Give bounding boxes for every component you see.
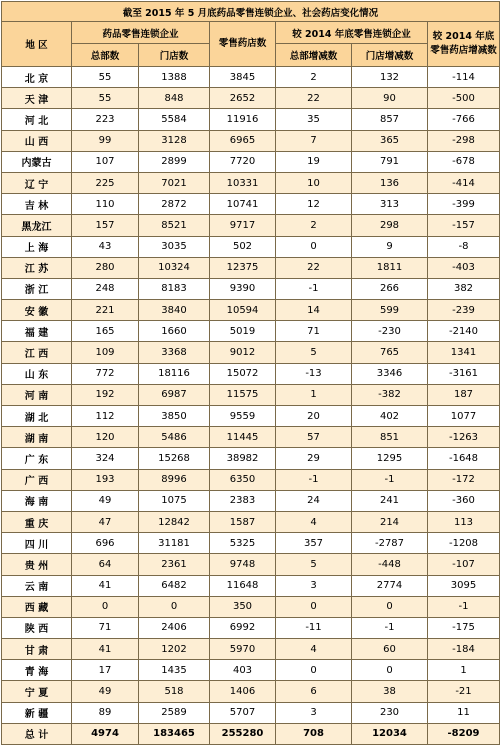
cell-pharmacy-change: 11 xyxy=(428,702,500,723)
cell-hq: 157 xyxy=(72,215,139,236)
cell-stores: 2589 xyxy=(139,702,210,723)
cell-stores: 3128 xyxy=(139,130,210,151)
cell-region: 吉 林 xyxy=(2,194,72,215)
cell-pharmacies: 15072 xyxy=(210,363,276,384)
cell-hq-change: 29 xyxy=(276,448,352,469)
cell-pharmacy-change: -399 xyxy=(428,194,500,215)
cell-region: 湖 南 xyxy=(2,427,72,448)
cell-store-change: 857 xyxy=(352,109,428,130)
cell-pharmacy-change: 3095 xyxy=(428,575,500,596)
table-row xyxy=(2,384,500,405)
cell-store-change: 0 xyxy=(352,596,428,617)
cell-hq: 225 xyxy=(72,172,139,193)
cell-pharmacy-change: 113 xyxy=(428,511,500,532)
cell-stores: 518 xyxy=(139,681,210,702)
cell-pharmacy-change: 1341 xyxy=(428,342,500,363)
cell-hq: 280 xyxy=(72,257,139,278)
cell-stores: 183465 xyxy=(139,723,210,744)
cell-hq: 64 xyxy=(72,554,139,575)
cell-pharmacies: 11575 xyxy=(210,384,276,405)
cell-pharmacy-change: 1 xyxy=(428,660,500,681)
cell-stores: 10324 xyxy=(139,257,210,278)
table-row xyxy=(2,172,500,193)
cell-stores: 1435 xyxy=(139,660,210,681)
cell-stores: 2361 xyxy=(139,554,210,575)
cell-pharmacies: 11648 xyxy=(210,575,276,596)
cell-hq: 192 xyxy=(72,384,139,405)
cell-store-change: 599 xyxy=(352,300,428,321)
cell-store-change: -1 xyxy=(352,469,428,490)
cell-pharmacy-change: -766 xyxy=(428,109,500,130)
cell-pharmacies: 11445 xyxy=(210,427,276,448)
cell-pharmacy-change: -2140 xyxy=(428,321,500,342)
cell-hq-change: 4 xyxy=(276,639,352,660)
table-row xyxy=(2,469,500,490)
table-row xyxy=(2,363,500,384)
cell-hq: 221 xyxy=(72,300,139,321)
cell-pharmacies: 6965 xyxy=(210,130,276,151)
cell-pharmacies: 9012 xyxy=(210,342,276,363)
cell-hq: 71 xyxy=(72,617,139,638)
cell-stores: 1388 xyxy=(139,67,210,88)
cell-region: 四 川 xyxy=(2,533,72,554)
cell-region: 山 西 xyxy=(2,130,72,151)
cell-pharmacy-change: 382 xyxy=(428,278,500,299)
table-row xyxy=(2,660,500,681)
cell-hq: 112 xyxy=(72,406,139,427)
table-row xyxy=(2,617,500,638)
cell-pharmacy-change: -1 xyxy=(428,596,500,617)
cell-hq-change: 2 xyxy=(276,215,352,236)
cell-region: 河 北 xyxy=(2,109,72,130)
table-row xyxy=(2,67,500,88)
cell-stores: 5486 xyxy=(139,427,210,448)
cell-store-change: 132 xyxy=(352,67,428,88)
header-region: 地 区 xyxy=(2,22,72,67)
cell-stores: 12842 xyxy=(139,511,210,532)
table-row xyxy=(2,194,500,215)
cell-pharmacy-change: -184 xyxy=(428,639,500,660)
cell-hq: 47 xyxy=(72,511,139,532)
cell-hq: 49 xyxy=(72,490,139,511)
table-title: 截至 2015 年 5 月底药品零售连锁企业、社会药店变化情况 xyxy=(2,2,500,22)
cell-pharmacies: 9748 xyxy=(210,554,276,575)
cell-pharmacy-change: -8 xyxy=(428,236,500,257)
cell-region: 北 京 xyxy=(2,67,72,88)
cell-region: 陕 西 xyxy=(2,617,72,638)
cell-hq-change: 3 xyxy=(276,575,352,596)
header-store-change: 门店增减数 xyxy=(352,44,428,67)
table-row xyxy=(2,702,500,723)
cell-store-change: 60 xyxy=(352,639,428,660)
cell-stores: 3035 xyxy=(139,236,210,257)
cell-pharmacies: 5707 xyxy=(210,702,276,723)
cell-region: 浙 江 xyxy=(2,278,72,299)
cell-hq-change: 5 xyxy=(276,554,352,575)
cell-pharmacies: 403 xyxy=(210,660,276,681)
cell-store-change: 791 xyxy=(352,151,428,172)
cell-pharmacies: 5019 xyxy=(210,321,276,342)
cell-region: 云 南 xyxy=(2,575,72,596)
cell-pharmacies: 1406 xyxy=(210,681,276,702)
cell-region: 甘 肃 xyxy=(2,639,72,660)
cell-store-change: 313 xyxy=(352,194,428,215)
cell-region: 重 庆 xyxy=(2,511,72,532)
cell-hq: 99 xyxy=(72,130,139,151)
cell-region: 天 津 xyxy=(2,88,72,109)
cell-pharmacies: 10331 xyxy=(210,172,276,193)
cell-store-change: -230 xyxy=(352,321,428,342)
cell-store-change: 9 xyxy=(352,236,428,257)
cell-store-change: 266 xyxy=(352,278,428,299)
cell-pharmacy-change: -1263 xyxy=(428,427,500,448)
cell-pharmacy-change: -107 xyxy=(428,554,500,575)
cell-pharmacies: 6350 xyxy=(210,469,276,490)
table-row xyxy=(2,109,500,130)
cell-store-change: 230 xyxy=(352,702,428,723)
cell-pharmacies: 1587 xyxy=(210,511,276,532)
cell-region: 江 苏 xyxy=(2,257,72,278)
cell-pharmacies: 38982 xyxy=(210,448,276,469)
table-row xyxy=(2,511,500,532)
cell-stores: 848 xyxy=(139,88,210,109)
cell-pharmacy-change: -21 xyxy=(428,681,500,702)
cell-hq: 223 xyxy=(72,109,139,130)
cell-store-change: 765 xyxy=(352,342,428,363)
total-row xyxy=(2,723,500,744)
cell-hq-change: 7 xyxy=(276,130,352,151)
cell-stores: 7021 xyxy=(139,172,210,193)
cell-region: 内蒙古 xyxy=(2,151,72,172)
cell-hq-change: 20 xyxy=(276,406,352,427)
table-row xyxy=(2,575,500,596)
table-row xyxy=(2,490,500,511)
table-row xyxy=(2,321,500,342)
cell-pharmacy-change: 1077 xyxy=(428,406,500,427)
cell-hq: 772 xyxy=(72,363,139,384)
cell-store-change: 38 xyxy=(352,681,428,702)
table-row xyxy=(2,215,500,236)
table-row xyxy=(2,406,500,427)
cell-region: 青 海 xyxy=(2,660,72,681)
cell-hq-change: 35 xyxy=(276,109,352,130)
cell-pharmacies: 10741 xyxy=(210,194,276,215)
cell-hq-change: 71 xyxy=(276,321,352,342)
cell-pharmacies: 6992 xyxy=(210,617,276,638)
table-row xyxy=(2,554,500,575)
cell-stores: 1202 xyxy=(139,639,210,660)
table-row xyxy=(2,300,500,321)
cell-pharmacies: 350 xyxy=(210,596,276,617)
cell-pharmacy-change: -157 xyxy=(428,215,500,236)
cell-hq-change: 10 xyxy=(276,172,352,193)
header-pharmacy-change: 较 2014 年底零售药店增减数 xyxy=(428,22,500,67)
cell-pharmacies: 5970 xyxy=(210,639,276,660)
cell-stores: 2899 xyxy=(139,151,210,172)
cell-hq: 55 xyxy=(72,88,139,109)
cell-hq-change: -1 xyxy=(276,469,352,490)
cell-hq-change: 14 xyxy=(276,300,352,321)
cell-stores: 6482 xyxy=(139,575,210,596)
cell-stores: 8996 xyxy=(139,469,210,490)
cell-hq: 107 xyxy=(72,151,139,172)
table-row xyxy=(2,236,500,257)
cell-pharmacy-change: -298 xyxy=(428,130,500,151)
cell-pharmacy-change: -3161 xyxy=(428,363,500,384)
cell-hq-change: -13 xyxy=(276,363,352,384)
cell-pharmacies: 12375 xyxy=(210,257,276,278)
cell-store-change: 90 xyxy=(352,88,428,109)
cell-store-change: -382 xyxy=(352,384,428,405)
table-row xyxy=(2,533,500,554)
cell-pharmacy-change: -403 xyxy=(428,257,500,278)
cell-stores: 5584 xyxy=(139,109,210,130)
cell-store-change: 365 xyxy=(352,130,428,151)
cell-region: 湖 北 xyxy=(2,406,72,427)
cell-stores: 18116 xyxy=(139,363,210,384)
cell-region: 山 东 xyxy=(2,363,72,384)
cell-region: 新 疆 xyxy=(2,702,72,723)
cell-store-change: 136 xyxy=(352,172,428,193)
cell-pharmacies: 7720 xyxy=(210,151,276,172)
header-pharmacies: 零售药店数 xyxy=(210,22,276,67)
table-container xyxy=(1,1,500,745)
cell-pharmacy-change: -360 xyxy=(428,490,500,511)
cell-hq-change: 4 xyxy=(276,511,352,532)
cell-stores: 3368 xyxy=(139,342,210,363)
cell-hq: 0 xyxy=(72,596,139,617)
table-row xyxy=(2,639,500,660)
cell-pharmacies: 9559 xyxy=(210,406,276,427)
cell-stores: 1075 xyxy=(139,490,210,511)
cell-pharmacy-change: -114 xyxy=(428,67,500,88)
cell-hq-change: 19 xyxy=(276,151,352,172)
cell-pharmacy-change: -8209 xyxy=(428,723,500,744)
cell-hq-change: 0 xyxy=(276,236,352,257)
cell-region: 广 西 xyxy=(2,469,72,490)
cell-store-change: 214 xyxy=(352,511,428,532)
cell-hq: 248 xyxy=(72,278,139,299)
cell-region: 江 西 xyxy=(2,342,72,363)
cell-pharmacy-change: -175 xyxy=(428,617,500,638)
cell-pharmacy-change: 187 xyxy=(428,384,500,405)
cell-stores: 2406 xyxy=(139,617,210,638)
cell-pharmacy-change: -414 xyxy=(428,172,500,193)
cell-hq: 41 xyxy=(72,639,139,660)
cell-hq-change: 0 xyxy=(276,660,352,681)
cell-store-change: 0 xyxy=(352,660,428,681)
cell-hq: 4974 xyxy=(72,723,139,744)
cell-hq: 17 xyxy=(72,660,139,681)
cell-store-change: 298 xyxy=(352,215,428,236)
cell-pharmacies: 502 xyxy=(210,236,276,257)
cell-store-change: -2787 xyxy=(352,533,428,554)
table-row xyxy=(2,278,500,299)
cell-stores: 15268 xyxy=(139,448,210,469)
cell-hq: 55 xyxy=(72,67,139,88)
cell-store-change: 851 xyxy=(352,427,428,448)
cell-region: 安 徽 xyxy=(2,300,72,321)
cell-pharmacies: 5325 xyxy=(210,533,276,554)
cell-pharmacy-change: -1648 xyxy=(428,448,500,469)
cell-hq: 193 xyxy=(72,469,139,490)
table-row xyxy=(2,427,500,448)
cell-hq-change: 1 xyxy=(276,384,352,405)
cell-hq-change: 5 xyxy=(276,342,352,363)
cell-pharmacy-change: -678 xyxy=(428,151,500,172)
table-row xyxy=(2,151,500,172)
cell-store-change: 1295 xyxy=(352,448,428,469)
pharmacy-stats-table xyxy=(1,1,500,745)
cell-pharmacy-change: -172 xyxy=(428,469,500,490)
cell-pharmacies: 2652 xyxy=(210,88,276,109)
cell-pharmacies: 9390 xyxy=(210,278,276,299)
table-row xyxy=(2,448,500,469)
cell-hq: 110 xyxy=(72,194,139,215)
cell-store-change: 1811 xyxy=(352,257,428,278)
cell-store-change: 12034 xyxy=(352,723,428,744)
cell-hq-change: 2 xyxy=(276,67,352,88)
cell-stores: 3850 xyxy=(139,406,210,427)
cell-region: 贵 州 xyxy=(2,554,72,575)
cell-store-change: 241 xyxy=(352,490,428,511)
cell-pharmacies: 3845 xyxy=(210,67,276,88)
cell-stores: 6987 xyxy=(139,384,210,405)
cell-stores: 8183 xyxy=(139,278,210,299)
cell-hq: 324 xyxy=(72,448,139,469)
cell-region: 总 计 xyxy=(2,723,72,744)
cell-hq-change: 6 xyxy=(276,681,352,702)
cell-region: 河 南 xyxy=(2,384,72,405)
cell-region: 海 南 xyxy=(2,490,72,511)
cell-hq-change: -1 xyxy=(276,278,352,299)
cell-pharmacies: 9717 xyxy=(210,215,276,236)
cell-stores: 1660 xyxy=(139,321,210,342)
cell-region: 黑龙江 xyxy=(2,215,72,236)
cell-pharmacy-change: -239 xyxy=(428,300,500,321)
cell-store-change: -448 xyxy=(352,554,428,575)
cell-region: 广 东 xyxy=(2,448,72,469)
cell-pharmacies: 10594 xyxy=(210,300,276,321)
cell-pharmacies: 2383 xyxy=(210,490,276,511)
cell-hq: 165 xyxy=(72,321,139,342)
table-body xyxy=(2,67,500,745)
table-row xyxy=(2,130,500,151)
cell-region: 宁 夏 xyxy=(2,681,72,702)
header-hq-count: 总部数 xyxy=(72,44,139,67)
cell-hq-change: 12 xyxy=(276,194,352,215)
cell-hq: 43 xyxy=(72,236,139,257)
cell-region: 福 建 xyxy=(2,321,72,342)
table-row xyxy=(2,88,500,109)
cell-stores: 0 xyxy=(139,596,210,617)
cell-store-change: 3346 xyxy=(352,363,428,384)
cell-hq-change: 22 xyxy=(276,257,352,278)
cell-hq-change: 57 xyxy=(276,427,352,448)
cell-region: 上 海 xyxy=(2,236,72,257)
cell-pharmacies: 11916 xyxy=(210,109,276,130)
header-change-group: 较 2014 年底零售连锁企业 xyxy=(276,22,428,44)
cell-stores: 31181 xyxy=(139,533,210,554)
cell-hq-change: 708 xyxy=(276,723,352,744)
table-row xyxy=(2,596,500,617)
cell-hq: 89 xyxy=(72,702,139,723)
cell-hq: 696 xyxy=(72,533,139,554)
cell-hq-change: 22 xyxy=(276,88,352,109)
cell-hq-change: -11 xyxy=(276,617,352,638)
header-hq-change: 总部增减数 xyxy=(276,44,352,67)
header-store-count: 门店数 xyxy=(139,44,210,67)
cell-stores: 2872 xyxy=(139,194,210,215)
cell-store-change: -1 xyxy=(352,617,428,638)
cell-hq: 49 xyxy=(72,681,139,702)
cell-hq-change: 357 xyxy=(276,533,352,554)
cell-pharmacies: 255280 xyxy=(210,723,276,744)
table-row xyxy=(2,342,500,363)
cell-hq-change: 3 xyxy=(276,702,352,723)
cell-region: 辽 宁 xyxy=(2,172,72,193)
cell-region: 西 藏 xyxy=(2,596,72,617)
cell-hq-change: 24 xyxy=(276,490,352,511)
header-chain-group: 药品零售连锁企业 xyxy=(72,22,210,44)
cell-hq: 41 xyxy=(72,575,139,596)
cell-hq: 109 xyxy=(72,342,139,363)
cell-hq: 120 xyxy=(72,427,139,448)
cell-stores: 8521 xyxy=(139,215,210,236)
cell-store-change: 2774 xyxy=(352,575,428,596)
cell-hq-change: 0 xyxy=(276,596,352,617)
cell-store-change: 402 xyxy=(352,406,428,427)
table-row xyxy=(2,257,500,278)
cell-pharmacy-change: -500 xyxy=(428,88,500,109)
cell-stores: 3840 xyxy=(139,300,210,321)
cell-pharmacy-change: -1208 xyxy=(428,533,500,554)
